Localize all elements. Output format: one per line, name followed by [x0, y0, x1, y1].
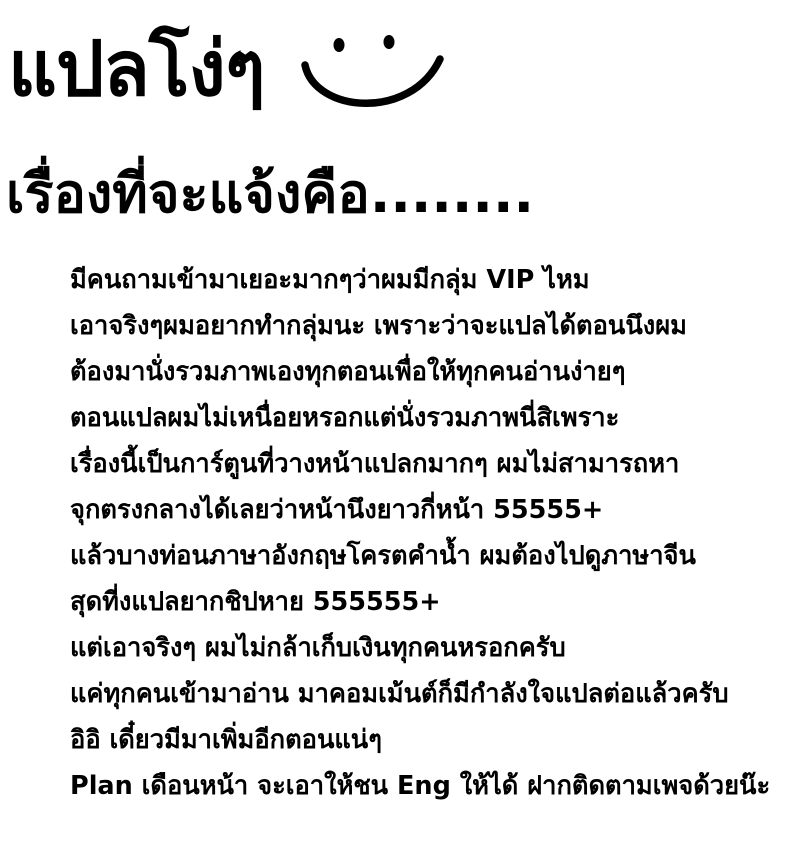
body-line: ต้องมานั่งรวมภาพเองทุกตอนเพื่อให้ทุกคนอ่านง่ายๆ [70, 357, 626, 388]
page-title: แปลโง่ๆ [8, 24, 265, 113]
body-line: ตอนแปลผมไม่เหนื่อยหรอกแต่นั่งรวมภาพนี่สิเพราะ [70, 403, 620, 434]
body-line: มีคนถามเข้ามาเยอะมากๆว่าผมมีกลุ่ม VIP ไหม [70, 265, 590, 296]
body-line: แล้วบางท่อนภาษาอังกฤษโครตคำน้ำ ผมต้องไปดูภาษาจีน [70, 541, 696, 572]
body-line: สุดที่งแปลยากชิปหาย 555555+ [70, 587, 441, 618]
body-line: เรื่องนี้เป็นการ์ตูนที่วางหน้าแปลกมากๆ ผมไม่สามารถหา [70, 449, 680, 480]
smiley-face-icon [299, 29, 449, 119]
document-body [0, 257, 785, 809]
body-line: Plan เดือนหน้า จะเอาให้ชน Eng ให้ได้ ฝากติดตามเพจด้วยน๊ะ [70, 771, 771, 802]
body-line: จุกตรงกลางได้เลยว่าหน้านึงยาวกี่หน้า 55555+ [70, 495, 604, 526]
section-subtitle: เรื่องที่จะแจ้งคือ........ [6, 162, 534, 225]
body-line: แต่เอาจริงๆ ผมไม่กล้าเก็บเงินทุกคนหรอกครับ [70, 633, 566, 664]
body-line: เอาจริงๆผมอยากทำกลุ่มนะ เพราะว่าจะแปลได้ตอนนึงผม [70, 311, 687, 342]
body-line: อิอิ เดี๋ยวมีมาเพิ่มอีกตอนแน่ๆ [70, 725, 382, 756]
document-header [0, 0, 785, 120]
body-line: แค่ทุกคนเข้ามาอ่าน มาคอมเม้นต์ก็มีกำลังใจแปลต่อแล้วครับ [70, 679, 729, 710]
